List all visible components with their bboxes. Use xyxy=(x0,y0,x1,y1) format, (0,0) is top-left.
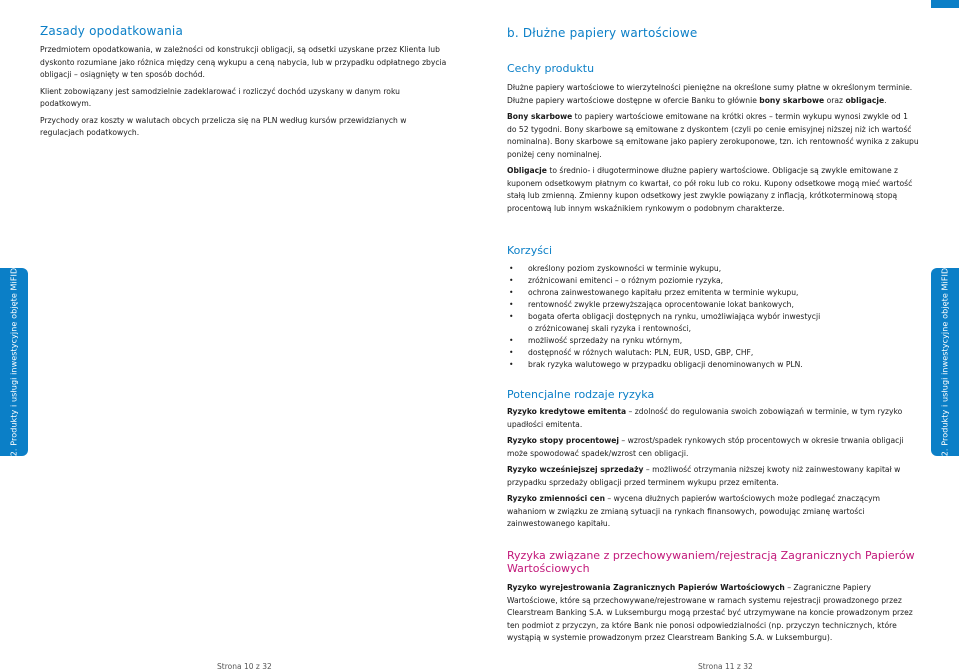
tax-paragraph-3: Przychody oraz koszty w walutach obcych przelicza się na PLN według kursów przewidzianych w regulacjach podatkowych. xyxy=(40,115,407,137)
chapter-side-tab-left xyxy=(0,268,28,456)
benefits-list xyxy=(507,263,919,371)
risks-section xyxy=(507,388,919,531)
benefits-heading: Korzyści xyxy=(507,244,553,257)
chapter-side-tab-right xyxy=(931,268,959,456)
list-item: • rentowność zwykle przewyższająca oprocentowanie lokat bankowych, xyxy=(509,300,794,309)
corner-accent xyxy=(931,0,959,8)
risk-interest-rate: Ryzyko stopy procentowej – wzrost/spadek rynkowych stóp procentowych w okresie trwania obligacji może spowodować spadek/wzrost cen obligacji. xyxy=(507,436,904,458)
benefits-section xyxy=(507,244,919,371)
chapter-side-tab-label: 2. Produkty i usługi inwestycyjne objęte MiFID xyxy=(9,267,19,457)
risk-early-sale: Ryzyko wcześniejszej sprzedaży – możliwość otrzymania niższej kwoty niż zainwestowany kapitał w przypadku sprzedaży obligacji przed terminem wykupu przez emitenta. xyxy=(507,465,901,487)
tax-rules-body xyxy=(40,44,452,140)
custody-risks-section xyxy=(507,549,919,645)
custody-risk-paragraph: Ryzyko wyrejestrowania Zagranicznych Papierów Wartościowych – Zagraniczne Papiery Wartościowe, które są przechowywane/rejestrowane w ramach systemu rejestracji prowadzonego przez Clearstream Banking S.A. w Luksemburgu mogą przestać być utrzymywane na koncie prowadzonym przez ten podmiot z przyczyn, za które Bank nie ponosi odpowiedzialności (np. przyczyn technicznych, które wystąpią w systemie prowadzonym przez Clearstream Banking S.A. w Luksemburgu). xyxy=(507,583,913,642)
right-page xyxy=(480,0,959,672)
features-section xyxy=(507,62,919,215)
list-item: • określony poziom zyskowności w terminie wykupu, xyxy=(509,264,722,273)
list-item: • ochrona zainwestowanego kapitału przez emitenta w terminie wykupu, xyxy=(509,288,799,297)
page-number-left: Strona 10 z 32 xyxy=(217,662,272,671)
features-heading: Cechy produktu xyxy=(507,62,595,75)
risks-heading: Potencjalne rodzaje ryzyka xyxy=(507,388,655,401)
list-item: • bogata oferta obligacji dostępnych na rynku, umożliwiająca wybór inwestycji xyxy=(509,312,821,321)
tax-paragraph-1: Przedmiotem opodatkowania, w zależności od konstrukcji obligacji, są odsetki uzyskane przez Klienta lub dyskonto rozumiane jako różnica między ceną wykupu a ceną nabycia, lub w przypadku odpłatnego zbycia obligacji – osiągnięty w ten sposób dochód. xyxy=(40,45,447,79)
list-item: • brak ryzyka walutowego w przypadku obligacji denominowanych w PLN. xyxy=(509,360,803,369)
features-paragraph-1: Dłużne papiery wartościowe to wierzytelności pieniężne na określone sumy płatne w określonym terminie. Dłużne papiery wartościowe dostępne w ofercie Banku to głównie bony skarbowe oraz obligacje. xyxy=(507,83,913,105)
features-paragraph-2: Bony skarbowe to papiery wartościowe emitowane na krótki okres – termin wykupu wynosi zwykle od 1 do 52 tygodni. Bony skarbowe są emitowane z dyskontem (czyli po cenie emisyjnej niższej niż ich wartość nominalna). Bony skarbowe są emitowane jako papiery zerokuponowe, tzn. ich rentowność wynika z zakupu poniżej ceny nominalnej. xyxy=(507,112,919,159)
list-item: • zróżnicowani emitenci – o różnym poziomie ryzyka, xyxy=(509,276,724,285)
page-number-right: Strona 11 z 32 xyxy=(698,662,753,671)
list-item: • możliwość sprzedaży na rynku wtórnym, xyxy=(509,336,683,345)
tax-rules-title: Zasady opodatkowania xyxy=(40,24,184,38)
risk-credit: Ryzyko kredytowe emitenta – zdolność do regulowania swoich zobowiązań w terminie, w tym ryzyko upadłości emitenta. xyxy=(507,407,903,429)
list-item: • dostępność w różnych walutach: PLN, EUR, USD, GBP, CHF, xyxy=(509,348,754,357)
chapter-side-tab-label: 2. Produkty i usługi inwestycyjne objęte MiFID xyxy=(940,267,950,457)
tax-paragraph-2: Klient zobowiązany jest samodzielnie zadeklarować i rozliczyć dochód uzyskany w danym roku podatkowym. xyxy=(40,86,400,108)
debt-securities-title: b. Dłużne papiery wartościowe xyxy=(507,26,698,40)
features-paragraph-3: Obligacje to średnio- i długoterminowe dłużne papiery wartościowe. Obligacje są zwykle emitowane z kuponem odsetkowym płatnym co kwartał, co pół roku lub co roku. Kupony odsetkowe mogą mieć wartość stałą lub zmienną. Zmienny kupon odsetkowy jest zwykle powiązany z inflacją, krótkoterminową stopą procentową lub innym wskaźnikiem rynkowym o podobnym charakterze. xyxy=(507,166,913,213)
risk-price-volatility: Ryzyko zmienności cen – wycena dłużnych papierów wartościowych może podlegać znaczącym wahaniom w związku ze zmianą sytuacji na rynkach finansowych, powodując zmianę wartości zainwestowanego kapitału. xyxy=(507,494,881,528)
list-item-continuation: o zróżnicowanej skali ryzyka i rentowności, xyxy=(528,324,692,333)
custody-risks-heading: Ryzyka związane z przechowywaniem/rejestracją Zagranicznych Papierów Wartościowych xyxy=(507,549,915,575)
